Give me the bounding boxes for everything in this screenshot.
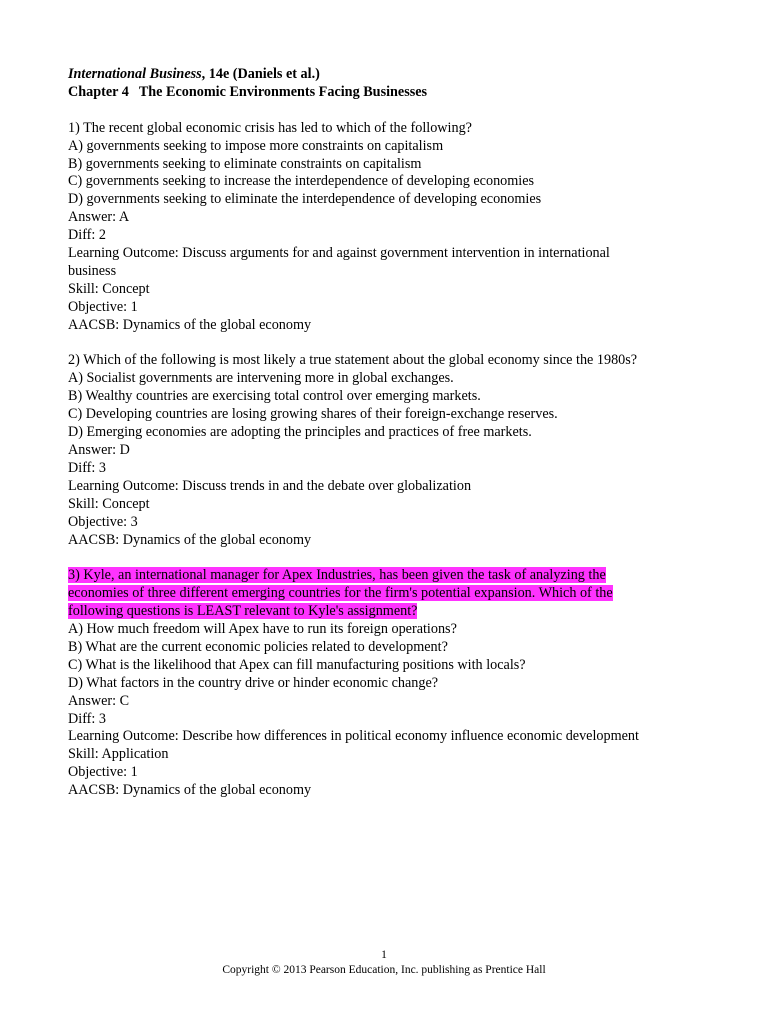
skill: Skill: Concept xyxy=(68,280,150,297)
question-block-3 xyxy=(68,567,708,800)
highlighted-text: economies of three different emerging countries for the firm's potential expansion. Which of the xyxy=(68,585,613,602)
copyright-notice: Copyright © 2013 Pearson Education, Inc. publishing as Prentice Hall xyxy=(222,964,546,976)
difficulty: Diff: 3 xyxy=(68,459,106,476)
option-c: C) Developing countries are losing growing shares of their foreign-exchange reserves. xyxy=(68,406,558,423)
option-a: A) Socialist governments are intervening more in global exchanges. xyxy=(68,370,454,387)
learning-outcome: Learning Outcome: Discuss trends in and the debate over globalization xyxy=(68,477,472,494)
option-c: C) governments seeking to increase the interdependence of developing economies xyxy=(68,173,535,190)
document-page xyxy=(68,66,708,800)
option-b: B) governments seeking to eliminate constraints on capitalism xyxy=(68,155,422,172)
answer: Answer: A xyxy=(68,209,130,226)
objective: Objective: 3 xyxy=(68,513,138,530)
highlighted-text: 3) Kyle, an international manager for Apex Industries, has been given the task of analyzing the xyxy=(68,567,606,584)
option-a: A) governments seeking to impose more constraints on capitalism xyxy=(68,137,444,154)
chapter-label: Chapter 4 xyxy=(68,83,129,100)
difficulty: Diff: 2 xyxy=(68,227,106,244)
skill: Skill: Concept xyxy=(68,495,150,512)
objective: Objective: 1 xyxy=(68,764,138,781)
learning-outcome: Learning Outcome: Describe how differences in political economy influence economic development xyxy=(68,728,639,745)
question-text-line-1 xyxy=(68,567,708,585)
learning-outcome-continued: business xyxy=(68,262,117,279)
option-b: B) Wealthy countries are exercising total control over emerging markets. xyxy=(68,388,481,405)
highlighted-text: following questions is LEAST relevant to Kyle's assignment? xyxy=(68,603,418,620)
answer: Answer: D xyxy=(68,442,130,458)
option-c: C) What is the likelihood that Apex can fill manufacturing positions with locals? xyxy=(68,656,526,673)
option-b: B) What are the current economic policies related to development? xyxy=(68,638,448,655)
aacsb: AACSB: Dynamics of the global economy xyxy=(68,531,312,548)
option-d: D) governments seeking to eliminate the interdependence of developing economies xyxy=(68,191,542,208)
skill: Skill: Application xyxy=(68,746,169,763)
chapter-title: The Economic Environments Facing Businesses xyxy=(138,83,428,100)
aacsb: AACSB: Dynamics of the global economy xyxy=(68,782,312,799)
option-d: D) Emerging economies are adopting the principles and practices of free markets. xyxy=(68,424,532,441)
book-title: International Business xyxy=(68,66,202,82)
aacsb: AACSB: Dynamics of the global economy xyxy=(68,316,312,333)
answer: Answer: C xyxy=(68,692,130,709)
question-text-line-3 xyxy=(68,603,708,621)
question-text: 1) The recent global economic crisis has led to which of the following? xyxy=(68,119,472,136)
book-header xyxy=(68,66,708,84)
option-d: D) What factors in the country drive or hinder economic change? xyxy=(68,674,439,691)
objective: Objective: 1 xyxy=(68,298,138,315)
learning-outcome: Learning Outcome: Discuss arguments for and against government intervention in international xyxy=(68,245,610,262)
question-block-1 xyxy=(68,120,708,335)
question-text: 2) Which of the following is most likely a true statement about the global economy since the 1980s? xyxy=(68,352,638,369)
chapter-heading xyxy=(68,84,708,102)
option-a: A) How much freedom will Apex have to run its foreign operations? xyxy=(68,621,457,638)
question-text-line-2 xyxy=(68,585,708,603)
page-number: 1 xyxy=(381,949,387,961)
question-block-2 xyxy=(68,352,708,549)
difficulty: Diff: 3 xyxy=(68,710,106,727)
book-edition: , 14e (Daniels et al.) xyxy=(201,66,320,82)
